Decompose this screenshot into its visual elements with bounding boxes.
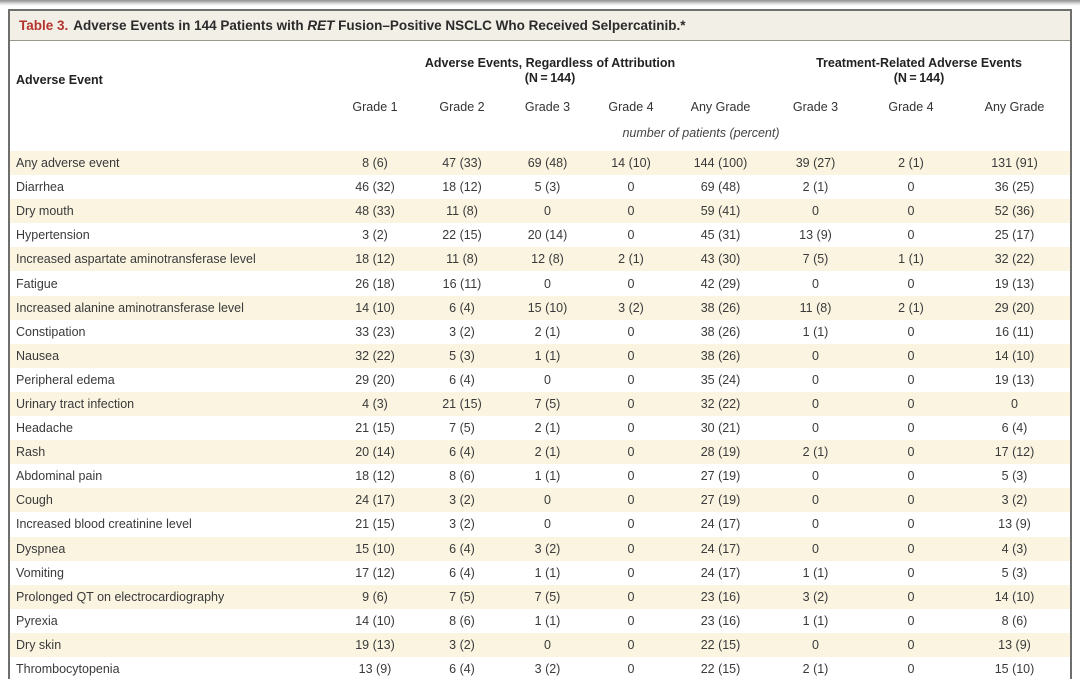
value-cell: 3 (2) [362,228,388,243]
value-cell: 29 (20) [994,300,1035,315]
table-title-bar [10,11,1070,41]
value-cell: 0 [812,541,819,556]
value-cell: 2 (1) [802,662,829,677]
value-cell: 32 (22) [700,396,741,411]
adverse-event-label: Headache [16,421,73,436]
adverse-event-label: Vomiting [16,565,64,580]
value-cell: 0 [627,421,635,436]
value-cell: 7 (5) [449,589,475,604]
table-row [10,247,1070,271]
value-cell: 2 (1) [898,156,924,171]
value-cell: 15 (10) [994,662,1035,677]
value-cell: 32 (22) [994,252,1035,267]
value-cell: 18 (12) [442,180,482,195]
value-cell: 0 [627,445,635,460]
value-cell: 16 (11) [995,324,1034,339]
value-cell: 12 (8) [531,252,564,267]
adverse-event-label: Prolonged QT on electrocardiography [16,589,225,604]
column-header-grade: Grade 3 [524,100,571,114]
table-row [10,296,1070,320]
value-cell: 27 (19) [700,469,741,484]
value-cell: 2 (1) [534,324,561,339]
table-row [10,657,1070,681]
value-cell: 48 (33) [355,204,395,219]
value-cell: 22 (15) [700,662,741,677]
value-cell: 6 (4) [449,372,475,387]
value-cell: 13 (9) [998,637,1031,652]
value-cell: 0 [812,637,819,652]
value-cell: 7 (5) [802,252,829,267]
value-cell: 0 [907,565,915,580]
adverse-events-table [8,9,1072,679]
value-cell: 21 (15) [355,421,395,436]
value-cell: 17 (12) [994,445,1035,460]
group-2-label: Treatment-Related Adverse Events [816,56,1022,70]
value-cell: 0 [907,517,915,532]
value-cell: 59 (41) [700,204,741,219]
value-cell: 11 (8) [446,252,478,267]
value-cell: 0 [627,565,635,580]
value-cell: 0 [907,276,915,291]
units-note: number of patients (percent) [622,126,780,140]
value-cell: 8 (6) [1001,613,1028,628]
value-cell: 5 (3) [1001,469,1028,484]
value-cell: 0 [1011,396,1018,411]
value-cell: 13 (9) [998,517,1031,532]
value-cell: 131 (91) [991,156,1038,171]
value-cell: 1 (1) [534,565,561,580]
value-cell: 69 (48) [527,156,568,171]
value-cell: 38 (26) [700,300,741,315]
value-cell: 6 (4) [449,662,475,677]
value-cell: 3 (2) [534,662,561,677]
value-cell: 19 (13) [355,637,395,652]
value-cell: 0 [907,662,915,677]
value-cell: 22 (15) [442,228,482,243]
group-1-label: Adverse Events, Regardless of Attribution [424,56,676,70]
top-edge-shadow [0,0,1080,6]
value-cell: 39 (27) [795,156,836,171]
group-2-n: (N = 144) [893,71,945,85]
value-cell: 0 [907,228,915,243]
table-title-pre: Adverse Events in 144 Patients with [73,18,308,33]
value-cell: 0 [812,348,819,363]
value-cell: 20 (14) [355,445,395,460]
value-cell: 21 (15) [355,517,395,532]
adverse-event-label: Nausea [16,348,60,363]
value-cell: 0 [812,493,819,508]
adverse-event-label: Constipation [16,324,86,339]
column-header-grade: Grade 4 [888,100,934,114]
value-cell: 0 [627,662,635,677]
value-cell: 0 [812,204,819,219]
value-cell: 8 (6) [449,613,475,628]
value-cell: 19 (13) [994,372,1035,387]
value-cell: 0 [907,372,915,387]
value-cell: 144 (100) [693,156,748,171]
value-cell: 0 [627,589,635,604]
value-cell: 3 (2) [449,637,475,652]
value-cell: 11 (8) [446,204,478,219]
value-cell: 8 (6) [362,156,388,171]
value-cell: 0 [544,372,551,387]
value-cell: 22 (15) [700,637,741,652]
value-cell: 0 [812,276,819,291]
column-header-grade: Grade 1 [352,100,398,114]
value-cell: 4 (3) [362,396,388,411]
value-cell: 0 [812,517,819,532]
value-cell: 15 (10) [355,541,395,556]
table-row [10,609,1070,633]
column-header-grade: Grade 2 [439,100,485,114]
value-cell: 27 (19) [700,493,741,508]
value-cell: 14 (10) [611,156,651,171]
value-cell: 6 (4) [449,445,475,460]
value-cell: 23 (16) [700,613,741,628]
value-cell: 46 (32) [355,180,395,195]
value-cell: 43 (30) [700,252,741,267]
value-cell: 18 (12) [355,469,395,484]
value-cell: 21 (15) [442,396,482,411]
value-cell: 26 (18) [355,276,395,291]
group-1-n: (N = 144) [524,71,576,85]
value-cell: 0 [907,613,915,628]
value-cell: 0 [627,228,635,243]
value-cell: 2 (1) [534,421,561,436]
value-cell: 18 (12) [355,252,395,267]
adverse-event-label: Dyspnea [16,541,66,556]
table-row [10,416,1070,440]
value-cell: 1 (1) [534,469,561,484]
value-cell: 47 (33) [442,156,482,171]
value-cell: 23 (16) [700,589,741,604]
column-header-adverse-event: Adverse Event [16,73,103,87]
value-cell: 16 (11) [442,276,482,291]
value-cell: 0 [907,493,915,508]
value-cell: 0 [627,276,635,291]
value-cell: 0 [627,637,635,652]
value-cell: 14 (10) [355,613,395,628]
value-cell: 17 (12) [355,565,395,580]
table-title-post: Fusion–Positive NSCLC Who Received Selpercatinib.* [334,18,686,33]
value-cell: 36 (25) [994,180,1035,195]
value-cell: 69 (48) [700,180,741,195]
value-cell: 3 (2) [802,589,829,604]
value-cell: 0 [907,445,915,460]
value-cell: 3 (2) [534,541,561,556]
adverse-event-label: Rash [16,445,46,460]
value-cell: 0 [907,469,915,484]
value-cell: 3 (2) [449,517,475,532]
value-cell: 1 (1) [898,252,924,267]
adverse-event-label: Increased alanine aminotransferase level [16,300,244,315]
value-cell: 0 [812,372,819,387]
value-cell: 0 [907,348,915,363]
value-cell: 0 [544,517,551,532]
table-row [10,368,1070,392]
value-cell: 0 [544,276,551,291]
value-cell: 14 (10) [994,589,1035,604]
value-cell: 3 (2) [618,300,644,315]
value-cell: 24 (17) [700,541,741,556]
table-row [10,223,1070,247]
adverse-event-label: Pyrexia [16,613,58,628]
value-cell: 2 (1) [618,252,644,267]
value-cell: 1 (1) [534,613,561,628]
value-cell: 4 (3) [1001,541,1028,556]
adverse-event-label: Urinary tract infection [16,396,135,411]
group-header-treatment-related [768,48,1070,86]
adverse-event-label: Increased aspartate aminotransferase level [16,252,256,267]
value-cell: 38 (26) [700,348,741,363]
adverse-event-label: Any adverse event [16,156,120,171]
value-cell: 0 [627,372,635,387]
value-cell: 38 (26) [700,324,741,339]
value-cell: 0 [907,324,915,339]
value-cell: 20 (14) [527,228,568,243]
table-row [10,199,1070,223]
adverse-event-label: Abdominal pain [16,469,103,484]
value-cell: 24 (17) [355,493,395,508]
value-cell: 3 (2) [1001,493,1028,508]
value-cell: 0 [907,421,915,436]
value-cell: 0 [907,396,915,411]
table-row [10,440,1070,464]
value-cell: 7 (5) [449,421,475,436]
value-cell: 25 (17) [994,228,1035,243]
value-cell: 32 (22) [355,348,395,363]
value-cell: 2 (1) [898,300,924,315]
value-cell: 0 [627,348,635,363]
value-cell: 0 [907,204,915,219]
adverse-event-label: Peripheral edema [16,372,115,387]
value-cell: 0 [544,204,551,219]
value-cell: 0 [907,589,915,604]
value-cell: 14 (10) [994,348,1035,363]
adverse-event-label: Thrombocytopenia [16,662,120,677]
value-cell: 0 [907,180,915,195]
value-cell: 11 (8) [799,300,832,315]
value-cell: 0 [627,204,635,219]
value-cell: 28 (19) [700,445,741,460]
value-cell: 52 (36) [994,204,1035,219]
value-cell: 6 (4) [449,541,475,556]
value-cell: 0 [812,421,819,436]
value-cell: 0 [627,493,635,508]
value-cell: 24 (17) [700,565,741,580]
table-title-gene: RET [307,18,335,33]
value-cell: 45 (31) [700,228,741,243]
table-row [10,585,1070,609]
value-cell: 24 (17) [700,517,741,532]
value-cell: 6 (4) [449,300,475,315]
value-cell: 2 (1) [802,445,829,460]
table-row [10,392,1070,416]
value-cell: 1 (1) [802,565,829,580]
value-cell: 0 [627,613,635,628]
group-header-regardless-of-attribution [332,48,768,86]
adverse-event-label: Increased blood creatinine level [16,517,192,532]
value-cell: 35 (24) [700,372,741,387]
value-cell: 3 (2) [449,324,475,339]
value-cell: 30 (21) [700,421,741,436]
adverse-event-label: Dry mouth [16,204,74,219]
value-cell: 2 (1) [534,445,561,460]
value-cell: 0 [812,396,819,411]
adverse-event-label: Fatigue [16,276,58,291]
adverse-event-label: Hypertension [16,228,90,243]
table-row [10,320,1070,344]
value-cell: 15 (10) [527,300,568,315]
value-cell: 0 [627,541,635,556]
value-cell: 7 (5) [534,396,561,411]
table-row [10,151,1070,175]
table-row [10,464,1070,488]
column-header-grade: Grade 4 [608,100,654,114]
value-cell: 0 [627,180,635,195]
value-cell: 13 (9) [358,662,392,677]
table-row [10,271,1070,295]
value-cell: 19 (13) [994,276,1035,291]
table-row [10,537,1070,561]
column-header-grade: Grade 3 [792,100,839,114]
adverse-event-label: Dry skin [16,637,62,652]
value-cell: 5 (3) [1001,565,1028,580]
value-cell: 5 (3) [534,180,561,195]
value-cell: 6 (4) [449,565,475,580]
value-cell: 1 (1) [802,613,829,628]
table-row [10,488,1070,512]
value-cell: 1 (1) [534,348,561,363]
table-body [10,151,1070,681]
value-cell: 1 (1) [802,324,829,339]
value-cell: 13 (9) [799,228,832,243]
value-cell: 0 [907,541,915,556]
table-row [10,344,1070,368]
value-cell: 0 [627,517,635,532]
value-cell: 33 (23) [355,324,395,339]
table-row [10,512,1070,536]
value-cell: 9 (6) [362,589,388,604]
value-cell: 0 [907,637,915,652]
value-cell: 8 (6) [449,469,475,484]
adverse-event-label: Cough [16,493,53,508]
value-cell: 0 [544,493,551,508]
table-row [10,561,1070,585]
value-cell: 29 (20) [355,372,395,387]
value-cell: 7 (5) [534,589,561,604]
value-cell: 5 (3) [449,348,475,363]
table-row [10,175,1070,199]
value-cell: 0 [627,396,635,411]
column-header-grade: Any Grade [984,100,1045,114]
table-row [10,633,1070,657]
value-cell: 42 (29) [700,276,741,291]
adverse-event-label: Diarrhea [16,180,64,195]
value-cell: 0 [627,324,635,339]
table-header [10,41,1070,151]
value-cell: 3 (2) [449,493,475,508]
value-cell: 6 (4) [1001,421,1028,436]
value-cell: 0 [627,469,635,484]
table-number: Table 3. [19,18,69,33]
value-cell: 14 (10) [355,300,395,315]
value-cell: 2 (1) [802,180,829,195]
value-cell: 0 [544,637,551,652]
column-header-grade: Any Grade [690,100,751,114]
value-cell: 0 [812,469,819,484]
